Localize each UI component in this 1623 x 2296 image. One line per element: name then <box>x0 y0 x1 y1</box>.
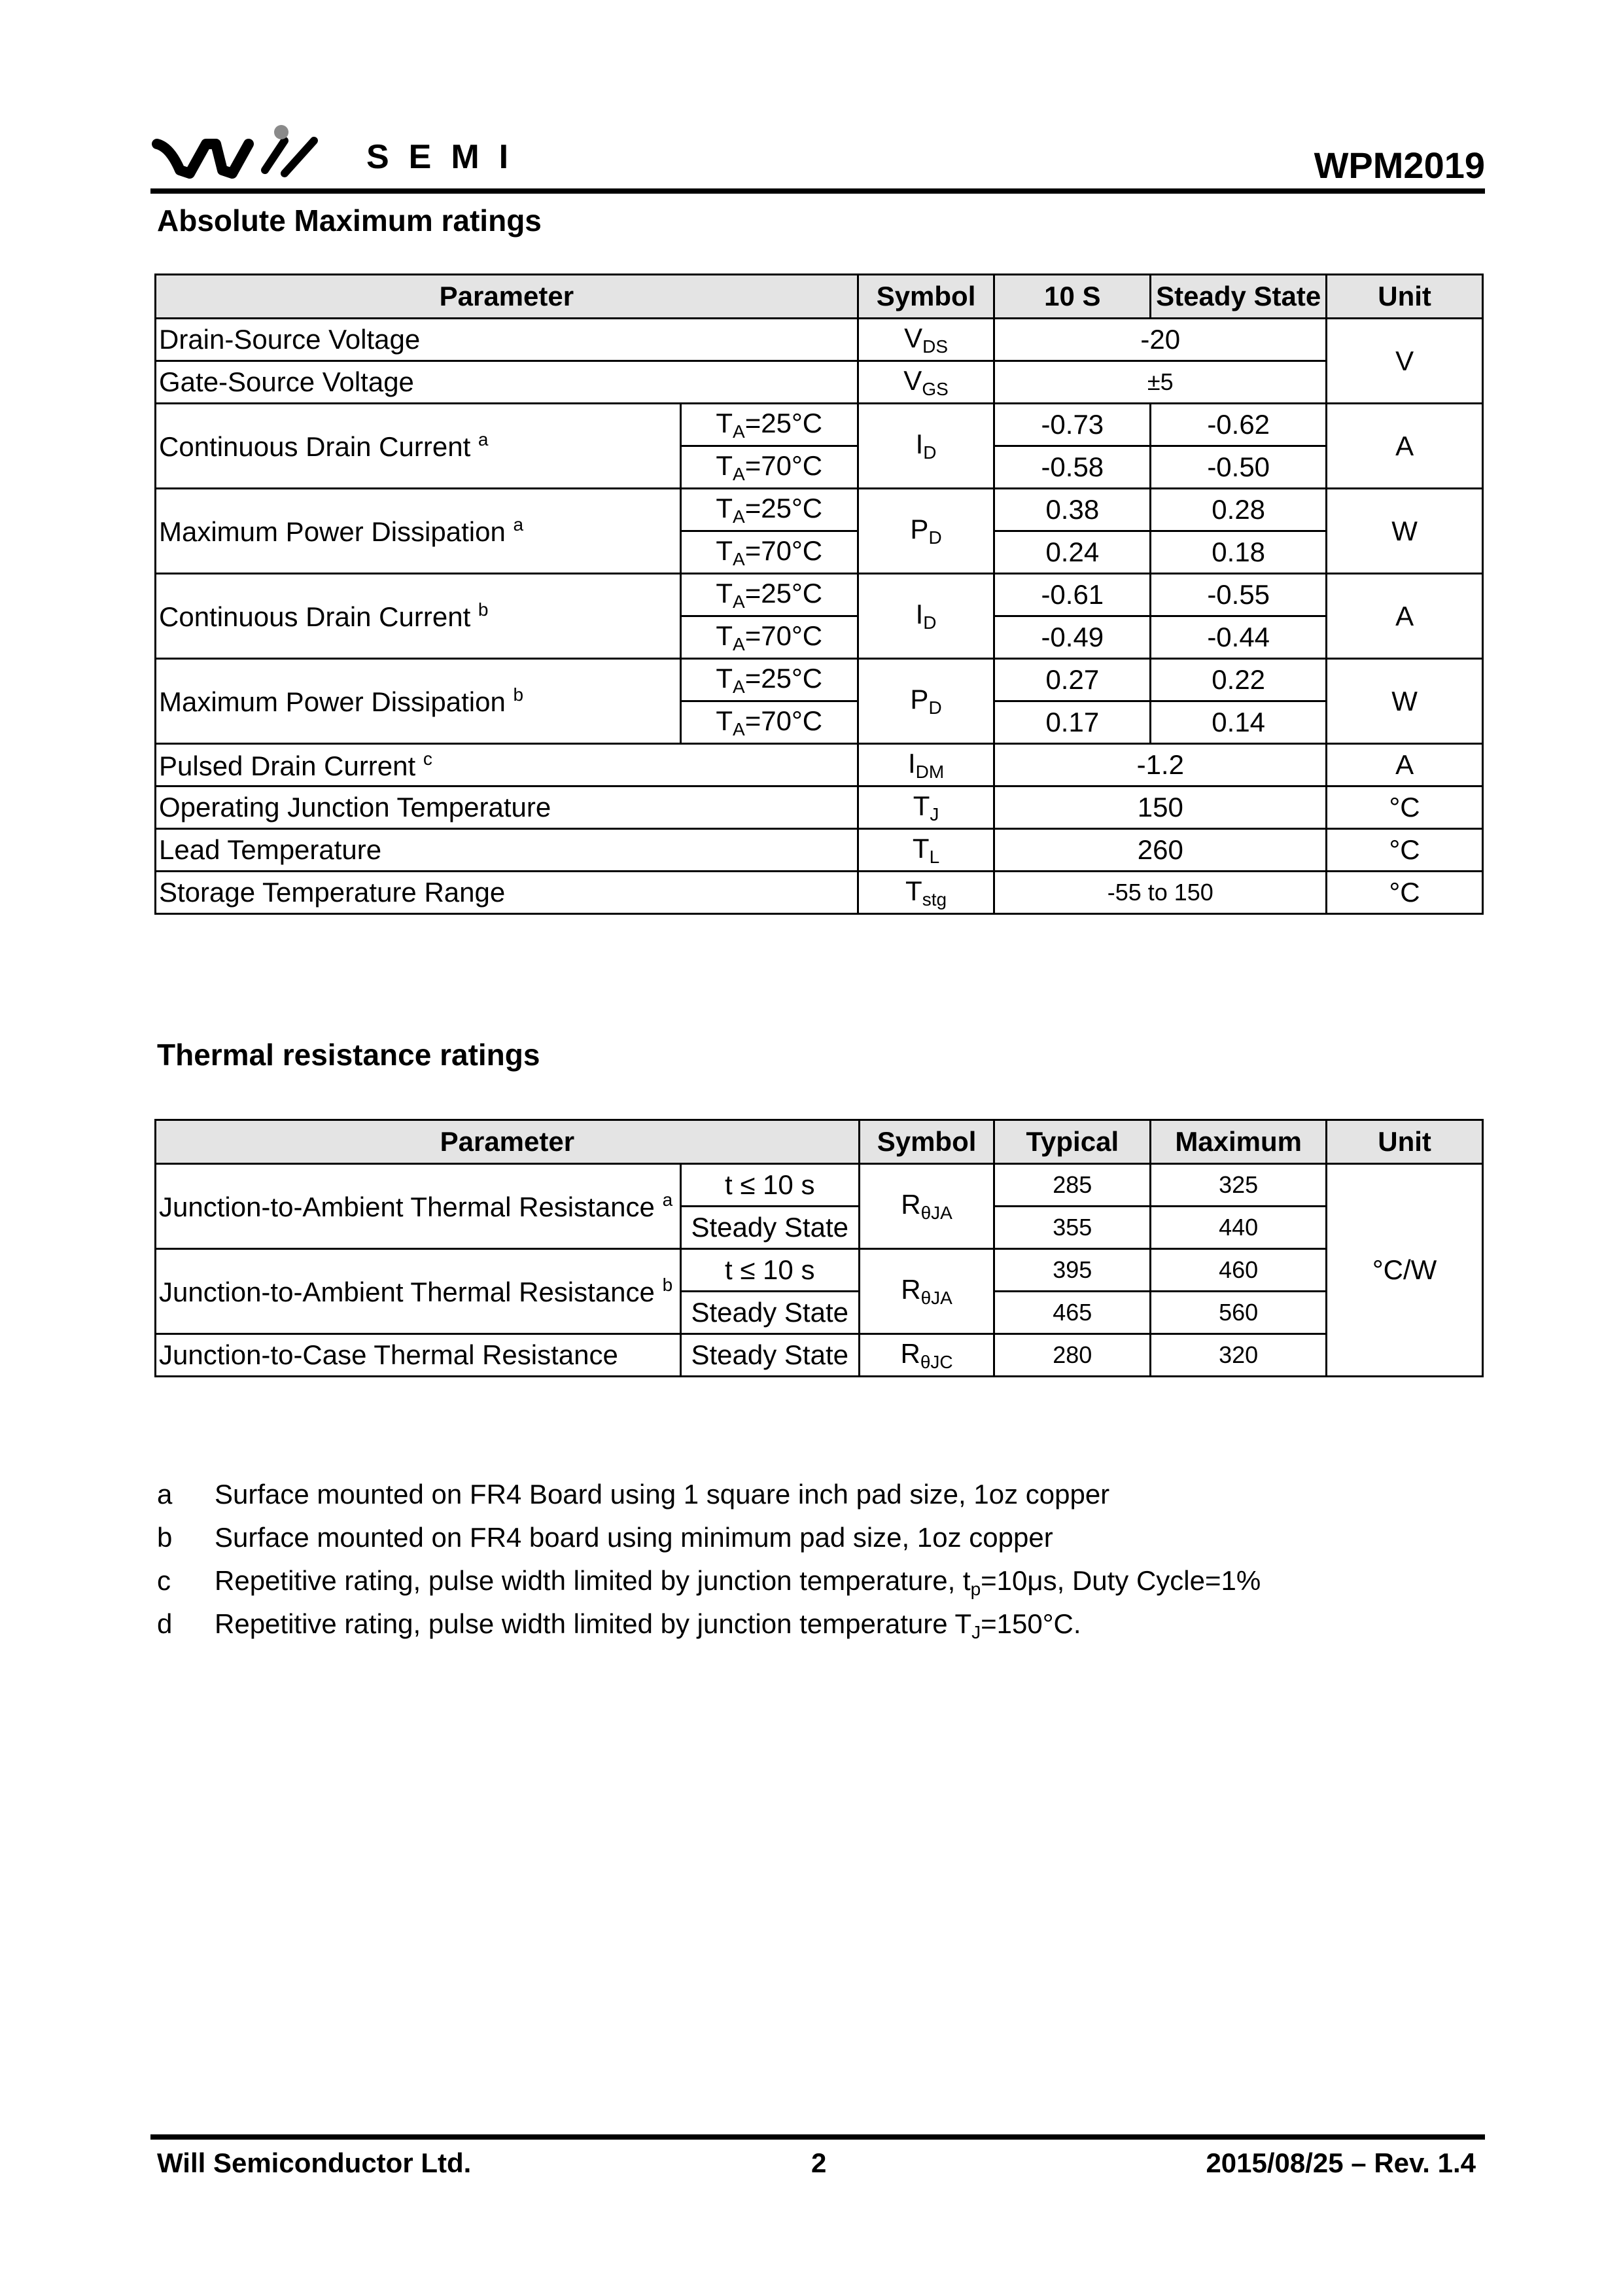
unit-cell: °C/W <box>1327 1164 1483 1377</box>
param-cell: Storage Temperature Range <box>156 872 858 914</box>
symbol-cell: $V_{DS}$ <box>858 319 994 361</box>
unit-cell: °C <box>1327 829 1483 872</box>
value-cell: 395 <box>994 1249 1151 1292</box>
symbol-cell: $V_{GS}$ <box>858 361 994 404</box>
condition-cell: $T_A=70^\circ C$ <box>680 701 858 744</box>
footer-rule <box>150 2134 1485 2140</box>
table-row <box>156 404 1483 446</box>
table-row <box>156 574 1483 616</box>
table-header-row <box>156 1120 1483 1164</box>
value-cell: 0.22 <box>1151 659 1327 701</box>
value-cell: 0.27 <box>994 659 1151 701</box>
value-cell: 560 <box>1151 1292 1327 1334</box>
value-cell: -1.2 <box>994 744 1327 786</box>
footnote: b Surface mounted on FR4 board using minimum pad size, 1oz copper <box>157 1522 1053 1553</box>
unit-cell: W <box>1327 659 1483 744</box>
value-cell: 0.24 <box>994 531 1151 574</box>
symbol-cell: $R_{\theta JA}$ <box>859 1164 994 1249</box>
param-cell: Drain-Source Voltage <box>156 319 858 361</box>
col-10s: 10 S <box>994 275 1151 319</box>
value-cell: 0.14 <box>1151 701 1327 744</box>
value-cell: -0.58 <box>994 446 1151 489</box>
value-cell: 325 <box>1151 1164 1327 1207</box>
page-header <box>150 118 1485 196</box>
logo-text: SEMI <box>366 138 529 176</box>
symbol-cell: $T_J$ <box>858 786 994 829</box>
value-cell: 320 <box>1151 1334 1327 1377</box>
unit-cell: V <box>1327 319 1483 404</box>
table-row <box>156 489 1483 531</box>
document-part-number: WPM2019 <box>1314 145 1485 186</box>
value-cell: -0.62 <box>1151 404 1327 446</box>
value-cell: 280 <box>994 1334 1151 1377</box>
param-cell: Gate-Source Voltage <box>156 361 858 404</box>
condition-cell: $T_A=25^\circ C$ <box>680 489 858 531</box>
value-cell: -0.61 <box>994 574 1151 616</box>
unit-cell: W <box>1327 489 1483 574</box>
symbol-cell: $T_{stg}$ <box>858 872 994 914</box>
absolute-max-table <box>154 274 1484 915</box>
symbol-cell: $I_D$ <box>858 404 994 489</box>
footnotes <box>157 1479 1261 1651</box>
param-cell: Maximum Power Dissipation $^a$ <box>156 489 681 574</box>
header-rule <box>150 188 1485 194</box>
value-cell: 0.17 <box>994 701 1151 744</box>
value-cell: -0.73 <box>994 404 1151 446</box>
table-row <box>156 829 1483 872</box>
condition-cell: Steady State <box>680 1334 859 1377</box>
symbol-cell: $I_D$ <box>858 574 994 659</box>
condition-cell: Steady State <box>680 1292 859 1334</box>
table-row <box>156 1249 1483 1292</box>
table-row <box>156 319 1483 361</box>
table-row <box>156 872 1483 914</box>
thermal-resistance-table <box>154 1119 1484 1377</box>
col-unit: Unit <box>1327 1120 1483 1164</box>
value-cell: 150 <box>994 786 1327 829</box>
param-cell: Lead Temperature <box>156 829 858 872</box>
condition-cell: t ≤ 10 s <box>680 1164 859 1207</box>
param-cell: Junction-to-Case Thermal Resistance <box>156 1334 681 1377</box>
param-cell: Junction-to-Ambient Thermal Resistance $^a$ <box>156 1164 681 1249</box>
value-cell: 460 <box>1151 1249 1327 1292</box>
symbol-cell: $R_{\theta JC}$ <box>859 1334 994 1377</box>
section-title-absolute-max: Absolute Maximum ratings <box>157 203 542 238</box>
value-cell: -55 to 150 <box>994 872 1327 914</box>
col-symbol: Symbol <box>859 1120 994 1164</box>
col-unit: Unit <box>1327 275 1483 319</box>
unit-cell: °C <box>1327 786 1483 829</box>
value-cell: 0.18 <box>1151 531 1327 574</box>
param-cell: Maximum Power Dissipation $^b$ <box>156 659 681 744</box>
condition-cell: $T_A=70^\circ C$ <box>680 616 858 659</box>
condition-cell: t ≤ 10 s <box>680 1249 859 1292</box>
value-cell: ±5 <box>994 361 1327 404</box>
symbol-cell: $P_D$ <box>858 489 994 574</box>
value-cell: 465 <box>994 1292 1151 1334</box>
value-cell: 260 <box>994 829 1327 872</box>
condition-cell: $T_A=70^\circ C$ <box>680 446 858 489</box>
value-cell: -0.55 <box>1151 574 1327 616</box>
col-parameter: Parameter <box>156 275 858 319</box>
symbol-cell: $P_D$ <box>858 659 994 744</box>
col-maximum: Maximum <box>1151 1120 1327 1164</box>
table-row <box>156 744 1483 786</box>
value-cell: 0.28 <box>1151 489 1327 531</box>
footer-company: Will Semiconductor Ltd. <box>157 2147 472 2178</box>
table-header-row <box>156 275 1483 319</box>
section-title-thermal: Thermal resistance ratings <box>157 1038 540 1072</box>
table-row <box>156 786 1483 829</box>
condition-cell: $T_A=25^\circ C$ <box>680 404 858 446</box>
col-typical: Typical <box>994 1120 1151 1164</box>
symbol-cell: $R_{\theta JA}$ <box>859 1249 994 1334</box>
footnote: a Surface mounted on FR4 Board using 1 square inch pad size, 1oz copper <box>157 1479 1110 1510</box>
footnote: d Repetitive rating, pulse width limited by junction temperature $T_J=150^\circ C$. <box>157 1608 1081 1642</box>
param-cell: Pulsed Drain Current $^c$ <box>156 744 858 786</box>
param-cell: Operating Junction Temperature <box>156 786 858 829</box>
condition-cell: $T_A=25^\circ C$ <box>680 659 858 701</box>
unit-cell: A <box>1327 574 1483 659</box>
table-row <box>156 361 1483 404</box>
value-cell: 440 <box>1151 1207 1327 1249</box>
unit-cell: °C <box>1327 872 1483 914</box>
value-cell: -0.49 <box>994 616 1151 659</box>
footer-revision: 2015/08/25 – Rev. 1.4 <box>1206 2147 1476 2178</box>
value-cell: -20 <box>994 319 1327 361</box>
unit-cell: A <box>1327 744 1483 786</box>
footnote: c Repetitive rating, pulse width limited by junction temperature, $t_p=10\mu s$, Duty Cycle=1% <box>157 1565 1261 1599</box>
value-cell: -0.50 <box>1151 446 1327 489</box>
footer-page-number: 2 <box>811 2147 827 2178</box>
value-cell: -0.44 <box>1151 616 1327 659</box>
value-cell: 355 <box>994 1207 1151 1249</box>
value-cell: 285 <box>994 1164 1151 1207</box>
table-row <box>156 659 1483 701</box>
condition-cell: $T_A=70^\circ C$ <box>680 531 858 574</box>
condition-cell: $T_A=25^\circ C$ <box>680 574 858 616</box>
condition-cell: Steady State <box>680 1207 859 1249</box>
unit-cell: A <box>1327 404 1483 489</box>
table-row <box>156 1164 1483 1207</box>
symbol-cell: $I_{DM}$ <box>858 744 994 786</box>
col-steady-state: Steady State <box>1151 275 1327 319</box>
param-cell: Continuous Drain Current $^b$ <box>156 574 681 659</box>
symbol-cell: $T_L$ <box>858 829 994 872</box>
col-parameter: Parameter <box>156 1120 860 1164</box>
col-symbol: Symbol <box>858 275 994 319</box>
param-cell: Junction-to-Ambient Thermal Resistance $^b$ <box>156 1249 681 1334</box>
value-cell: 0.38 <box>994 489 1151 531</box>
param-cell: Continuous Drain Current $^a$ <box>156 404 681 489</box>
table-row <box>156 1334 1483 1377</box>
